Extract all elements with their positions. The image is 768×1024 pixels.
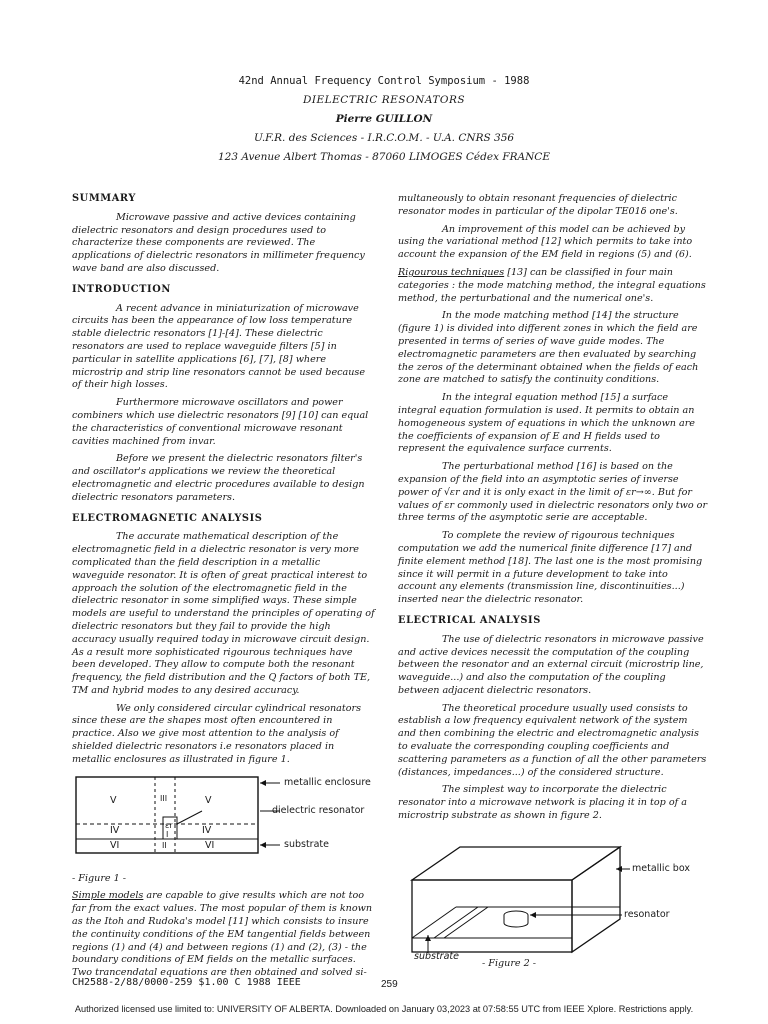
electrical-paragraph-1: The use of dielectric resonators in microwave passive and active devices necessit the computation of the coupling between the resonator and an external circuit (microstrip line, waveguide...) and also the computation of the coupling between adjacent dielectric resonators. xyxy=(398,633,704,696)
rigourous-text: [13] can be classified in four main categories : the mode matching method, the integral equations method, the perturbational and the numerical one's. xyxy=(398,266,706,304)
figure-1 xyxy=(72,773,375,873)
fig1-region-iv-right: IV xyxy=(202,824,212,836)
electrical-analysis-heading: ELECTRICAL ANALYSIS xyxy=(398,614,541,626)
fig1-region-iv-left: IV xyxy=(110,824,120,836)
fig1-label-metallic-enclosure: metallic enclosure xyxy=(284,776,371,788)
ieee-copyright-code: CH2588-2/88/0000-259 $1.00 C 1988 IEEE xyxy=(72,977,301,988)
paper-header xyxy=(0,72,768,167)
electrical-paragraph-2: The theoretical procedure usually used consists to establish a low frequency equivalent network of the system and then combining the electric and electromagnetic analysis to evaluate the corresponding coupling coefficients and scattering parameters as a function of all the other parameters (distances, impedances...) of the considered structure. xyxy=(398,702,707,778)
right-paragraph-1: An improvement of this model can be achieved by using the variational method [12] which permits to take into account the expansion of the EM field in regions (5) and (6). xyxy=(398,223,693,261)
fig1-region-vi-left: VI xyxy=(110,839,120,851)
em-paragraph-1: The accurate mathematical description of the electromagnetic field in a dielectric resonator is very more complicated than the field description in a metallic waveguide resonator. It is often of great practical interest to approach the solution of the electromagnetic field in the dielectric resonator in some simplified ways. These simple models are useful to understand the principles of operating of dielectric resonators but they fail to provide the high accuracy usually required today in microwave circuit design. As a result more sophisticated rigourous techniques have been developed. They allow to compute both the resonant frequency, the field distribution and the Q factors of both TE, TM and hybrid modes to any desired accuracy. xyxy=(72,531,375,696)
figure-2 xyxy=(398,845,708,975)
intro-paragraph-2: Furthermore microwave oscillators and power combiners which use dielectric resonators [9] [10] can equal the characteristics of conventional microwave resonant cavities machined from invar. xyxy=(72,397,369,447)
integral-equation-paragraph: In the integral equation method [15] a surface integral equation formulation is used. It permits to obtain an homogeneous system of equations in which the unknown are the coefficients of expansion of E and H fields used to represent the equivalence surface currents. xyxy=(398,392,695,455)
affiliation: U.F.R. des Sciences - I.R.C.O.M. - U.A. CNRS 356 xyxy=(253,132,515,144)
fig1-region-ii: II xyxy=(162,840,167,850)
rigourous-paragraph xyxy=(398,267,708,305)
conference-line: 42nd Annual Frequency Control Symposium - 1988 xyxy=(238,75,530,87)
fig2-label-resonator: resonator xyxy=(624,909,670,920)
paper-title: DIELECTRIC RESONATORS xyxy=(302,94,466,106)
fig1-region-v-left: V xyxy=(110,794,117,806)
fig2-label-metallic-box: metallic box xyxy=(632,863,690,874)
mode-matching-paragraph: In the mode matching method [14] the structure (figure 1) is divided into different zones in which the field are presented in terms of series of wave guide modes. The electromagnetic parameters are then evaluated by searching the zeros of the determinant obtained when the fields of each zone are matched to satisfy the continuity conditions. xyxy=(398,310,699,386)
address: 123 Avenue Albert Thomas - 87060 LIMOGES Cédex FRANCE xyxy=(217,151,551,163)
intro-paragraph-1: A recent advance in miniaturization of microwave circuits has been the appearance of low loss temperature stable dielectric resonators [1]-[4]. These dielectric resonators are used to replace waveguide filters [5] in particular in satellite applications [6], [7], [8] where microstrip and strip line resonators cannot be used because of their high losses. xyxy=(72,302,365,391)
rigourous-lead: Rigourous techniques xyxy=(398,266,505,278)
fig2-label-substrate: substrate xyxy=(414,951,459,962)
fig1-region-iii: III xyxy=(160,793,168,803)
page-number: 259 xyxy=(381,979,398,990)
fig1-region-vi-right: VI xyxy=(205,839,215,851)
fig1-region-i: I xyxy=(166,829,169,839)
em-analysis-heading: ELECTROMAGNETIC ANALYSIS xyxy=(72,512,263,524)
em-paragraph-2: We only considered circular cylindrical resonators since these are the shapes most often encountered in practice. Also we give most attention to the analysis of shielded dielectric resonators i.e resonators placed in metallic enclosures as illustrated in figure 1. xyxy=(72,702,362,765)
fig1-eps: εr xyxy=(165,820,173,830)
license-notice: Authorized licensed use limited to: UNIVERSITY OF ALBERTA. Downloaded on January 03,2023 at 07:58:55 UTC from IEEE Xplore. Restrictions apply. xyxy=(74,1004,694,1014)
finite-difference-paragraph: To complete the review of rigourous techniques computation we add the numerical finite difference [17] and finite element method [18]. The last one is the most promising since it will permit in a future development to take into account any elements (transmission line, discontinuities...) inserted near the dielectric resonator. xyxy=(398,530,703,606)
introduction-heading: INTRODUCTION xyxy=(72,283,171,295)
right-column xyxy=(398,193,708,828)
intro-paragraph-3: Before we present the dielectric resonators filter's and oscillator's applications we review the theoretical electromagnetic and electric procedures available to design dielectric resonators parameters. xyxy=(72,453,365,503)
figure-1-caption: - Figure 1 - xyxy=(72,872,127,884)
summary-paragraph: Microwave passive and active devices containing dielectric resonators and design procedures used to characterize these components are reviewed. The applications of dielectric resonators in millimeter frequency wave band are also discussed. xyxy=(72,211,365,274)
simple-models-text: are capable to give results which are not too far from the exact values. The most popular of them is known as the Itoh and Rudoka's model [11] which consists to insure the continuity conditions of the EM tangential fields between regions (1) and (4) and between regions (1) and (2), (3) - the boundary conditions of EM fields on the metallic surfaces. Two trancendatal equations are then obtained and solved si- xyxy=(72,890,373,979)
summary-heading: SUMMARY xyxy=(72,193,136,204)
simple-models-lead: Simple models xyxy=(72,890,144,902)
electrical-paragraph-3: The simplest way to incorporate the dielectric resonator into a microwave network is placing it in top of a microstrip substrate as shown in figure 2. xyxy=(398,784,687,822)
figure-2-caption: - Figure 2 - xyxy=(482,958,537,969)
right-paragraph-0: multaneously to obtain resonant frequencies of dielectric resonator modes in particular of the dipolar TE01δ one's. xyxy=(398,193,678,217)
simple-models-paragraph xyxy=(72,890,375,980)
fig1-region-v-right: V xyxy=(205,794,212,806)
author-name: Pierre GUILLON xyxy=(335,113,433,125)
perturbational-paragraph: The perturbational method [16] is based on the expansion of the field into an asymptotic series of inverse power of √εr and it is only exact in the limit of εr→∞. But for values of εr commonly used in dielectric resonators only two or three terms of the asymptotic serie are acceptable. xyxy=(398,461,708,524)
left-column xyxy=(72,193,375,985)
fig1-label-dielectric-resonator: dielectric resonator xyxy=(272,804,365,816)
fig1-label-substrate: substrate xyxy=(284,838,329,850)
